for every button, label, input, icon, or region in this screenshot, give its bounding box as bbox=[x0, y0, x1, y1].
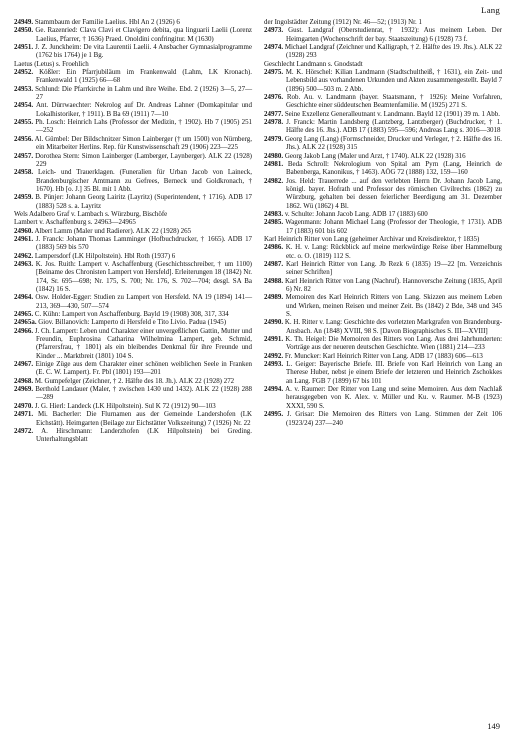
bibliography-entry bbox=[264, 18, 502, 26]
bibliography-entry bbox=[14, 427, 252, 444]
entry-number: 24974. bbox=[264, 43, 284, 52]
entry-number: 24987. bbox=[264, 259, 284, 268]
bibliography-entry bbox=[264, 352, 502, 360]
bibliography-entry bbox=[264, 260, 502, 277]
entry-text: Dorothea Stern: Simon Lainberger (Lamberger, Laynberger). ALK 22 (1928) 229 bbox=[35, 151, 252, 168]
bibliography-entry bbox=[264, 177, 502, 210]
entry-text: Gust. Landgraf (Oberstudienrat, † 1932): Aus meinem Leben. Der Heimgarten (Wochenschrift der bay. Staatszeitung) 6 (1928) 73 f. bbox=[286, 26, 502, 43]
entry-text: Fr. Muncker: Karl Heinrich Ritter von Lang. ADB 17 (1883) 606—613 bbox=[284, 351, 483, 360]
bibliography-entry bbox=[264, 360, 502, 385]
entry-number: 24965. bbox=[14, 310, 34, 319]
bibliography-entry bbox=[14, 218, 252, 226]
bibliography-entry bbox=[14, 18, 252, 26]
entry-text: Seine Exzellenz Generalleutnant v. Landmann. Bayld 12 (1901) 39 m. 1 Abb. bbox=[284, 109, 500, 118]
right-column bbox=[264, 18, 502, 427]
bibliography-entry bbox=[14, 152, 252, 169]
bibliography-entry bbox=[14, 235, 252, 252]
entry-text: Berthold Landauer (Maler, † zwischen 1430 und 1432). ALK 22 (1928) 288—289 bbox=[35, 385, 253, 402]
bibliography-entry bbox=[264, 93, 502, 110]
entry-text: v. Schulte: Johann Jacob Lang. ADB 17 (1883) 600 bbox=[284, 209, 428, 218]
entry-text: L. Geiger: Bayerische Briefe. III. Briefe von Karl Heinrich von Lang an Therese Huber, nebst je einem Briefe der letzteren und Heinrich Zschokkes an Lang. FGB 7 (1899) 67 bis 101 bbox=[286, 360, 502, 385]
bibliography-entry bbox=[14, 210, 252, 218]
entry-text: Laetus (Letus) s. Froehlich bbox=[14, 59, 89, 68]
entry-number: 24973. bbox=[264, 26, 284, 35]
entry-text: J. G. Hierl: Landeck (LK Hilpoltstein). Sul K 72 (1912) 90—103 bbox=[34, 401, 216, 410]
entry-text: Lambert v. Aschaffenburg s. 24963—24965 bbox=[14, 218, 136, 227]
bibliography-entry bbox=[14, 101, 252, 118]
entry-text: B. Pünjer: Johann Georg Lairitz (Layritz) (Superintendent, † 1716). ADB 17 (1883) 528 s. a. Layritz bbox=[35, 193, 253, 210]
bibliography-entry bbox=[14, 193, 252, 210]
bibliography-entry bbox=[14, 26, 252, 43]
bibliography-entry bbox=[264, 318, 502, 335]
entry-text: Einige Züge aus dem Charakter einer schönen weiblichen Seele in Franken (E. C. W. Lampert). Fr. Pbl (1801) 193—201 bbox=[35, 360, 253, 377]
bibliography-entry bbox=[264, 68, 502, 93]
entry-text: J. Z. Junckheim: De vita Laurentii Laelii. 4 Ansbacher Gymnasialprogramme (1762 bis 1764) je 1 Bg. bbox=[35, 43, 252, 60]
bibliography-entry bbox=[264, 118, 502, 135]
entry-number: 24975. bbox=[264, 68, 284, 77]
entry-text: Karl Heinrich Ritter von Lang. Jb Rezk 6 (1835) 19—22 [m. Verzeichnis seiner Schriften] bbox=[286, 259, 502, 277]
entry-number: 24967. bbox=[14, 360, 34, 369]
bibliography-entry bbox=[14, 385, 252, 402]
entry-text: A. v. Raumer: Der Ritter von Lang und seine Memoiren. Aus dem Nachlaß herausgegeben von K. Alex. v. Müller und Ku. v. Raumer. M-B (1923) XXXI, 590 S. bbox=[285, 385, 502, 410]
entry-text: M. Gumpefelger (Zeichner, † 2. Hälfte des 18. Jh.). ALK 22 (1928) 272 bbox=[34, 376, 235, 385]
left-column bbox=[14, 18, 252, 444]
bibliography-entry bbox=[264, 135, 502, 152]
bibliography-entry bbox=[14, 318, 252, 326]
entry-text: Ant. Dürrwaechter: Nekrolog auf Dr. Andreas Lahner (Domkapitular und Lokalhistoriker, † 1911). B Ba 69 (1911) 7—10 bbox=[36, 101, 252, 118]
entry-text: K. Th. Heigel: Die Memoiren des Ritters von Lang. Aus drei Jahrhunderten: Vorträge aus der neueren deutschen Geschichte. Wien (1881) 214—233 bbox=[285, 335, 503, 352]
entry-text: Lampersdorf (LK Hilpoltstein). Hbl Roth (1937) 6 bbox=[34, 251, 176, 260]
entry-number: 24951. bbox=[14, 43, 34, 52]
bibliography-entry bbox=[264, 410, 502, 427]
bibliography-entry bbox=[14, 360, 252, 377]
bibliography-entry bbox=[14, 402, 252, 410]
entry-text: Mi. Bacherler: Die Flurnamen aus der Gemeinde Landershofen (LK Eichstätt). Heimgarten (Beilage zur Eichstätter Volkszeitung) 7 (1926) Nr. 22 bbox=[36, 410, 253, 427]
entry-number: 24952. bbox=[14, 68, 34, 77]
entry-number: 24982. bbox=[264, 176, 284, 185]
entry-number: 24953. bbox=[14, 84, 34, 93]
entry-text: Al. Gümbel: Der Bildschnitzer Simon Lainberger († um 1500) von Nürnberg, ein Mitarbeiter Herlins. Rep. für Kunstwissenschaft 29 (1906) 223—225 bbox=[34, 134, 252, 152]
bibliography-entry bbox=[264, 152, 502, 160]
bibliography-entry bbox=[264, 243, 502, 260]
bibliography-entry bbox=[14, 227, 252, 235]
entry-number: 24956. bbox=[14, 134, 34, 143]
bibliography-entry bbox=[14, 260, 252, 293]
bibliography-entry bbox=[264, 218, 502, 235]
bibliography-entry bbox=[264, 60, 502, 68]
entry-number: 24954. bbox=[14, 101, 34, 110]
entry-text: Kößler: Ein Pfarrjubiläum im Frankenwald (Lahm, LK Kronach). Frankenwald 1 (1925) 66—68 bbox=[36, 68, 252, 85]
bibliography-entry bbox=[14, 135, 252, 152]
entry-number: 24970. bbox=[14, 401, 34, 410]
entry-number: 24983. bbox=[264, 209, 284, 218]
entry-number: 24971. bbox=[14, 410, 34, 419]
entry-number: 24972. bbox=[14, 426, 34, 435]
entry-number: 24959. bbox=[14, 193, 34, 202]
entry-text: Beda Schroll: Nekrologium von Spital am Pyrn (Lang, Heinrich de Babenberga, Kanonikus, † 1463). AÖG 72 (1888) 132, 159—160 bbox=[286, 159, 502, 177]
entry-number: 24957. bbox=[14, 151, 34, 160]
bibliography-entry bbox=[14, 60, 252, 68]
bibliography-entry bbox=[264, 43, 502, 60]
bibliography-entry bbox=[14, 68, 252, 85]
entry-number: 24993. bbox=[264, 360, 284, 369]
entry-number: 24955. bbox=[14, 118, 34, 127]
entry-text: Leich- und Trauerklagen. (Funeralien für Urban Jacob von Laineck, Brandenburgischer Amtmann zu Gefrees, Berneck und Goldkronach, † 1670). Hb [o. J.] 35 Bl. mit 1 Abb. bbox=[36, 168, 253, 193]
entry-number: 24986. bbox=[264, 243, 284, 252]
entry-number: 24963. bbox=[14, 259, 34, 268]
page-number: 149 bbox=[487, 721, 500, 731]
entry-number: 24965a. bbox=[14, 318, 37, 327]
entry-number: 24969. bbox=[14, 385, 34, 394]
entry-text: Michael Landgraf (Zeichner und Kalligraph, † 2. Hälfte des 19. Jhs.). ALK 22 (1928) 293 bbox=[284, 43, 503, 60]
entry-text: A. Hirschmann: Landerzhofen (LK Hilpoltstein) bei Greding. Unterhaltungsblatt bbox=[36, 426, 252, 444]
entry-text: Georg Jakob Lang (Maler und Arzt, † 1740). ALK 22 (1928) 316 bbox=[284, 151, 466, 160]
entry-number: 24994. bbox=[264, 385, 284, 394]
entry-text: Wagenmann: Johann Michael Lang (Professor der Theologie, † 1731). ADB 17 (1883) 601 bis 602 bbox=[285, 218, 503, 235]
entry-number: 24968. bbox=[14, 376, 34, 385]
bibliography-entry bbox=[264, 160, 502, 177]
entry-text: der Ingolstädter Zeitung (1912) Nr. 46—52; (1913) Nr. 1 bbox=[264, 18, 422, 26]
entry-number: 24990. bbox=[264, 318, 284, 327]
bibliography-entry bbox=[264, 335, 502, 352]
entry-text: J. Franck: Johann Thomas Lamminger (Hofbuchdrucker, † 1665). ADB 17 (1883) 569 bis 570 bbox=[35, 234, 253, 252]
entry-number: 24976. bbox=[264, 93, 284, 102]
entry-text: Jos. Held: Trauerrede ... auf den verlebten Herrn Dr. Johann Jacob Lang, königl. bayer. Hofrath und Professor des römischen Civilrechts (1862) zu Würzburg, gehalten bei dessen feierlicher Beerdigung am 31. Dezember 1862. Wü (1862) 4 Bl. bbox=[286, 176, 503, 210]
entry-text: Memoiren des Karl Heinrich Ritters von Lang. Skizzen aus meinem Leben und Wirken, meinen Reisen und meiner Zeit. Bs (1842) 2 Bde, 348 und 345 S. bbox=[285, 293, 503, 319]
entry-number: 24995. bbox=[264, 410, 284, 419]
entry-text: Geschlecht Landmann s. Gnodstadt bbox=[264, 59, 363, 68]
entry-text: Ph. Losch: Heinrich Lahs (Professor der Medizin, † 1902). Hb 7 (1905) 251—252 bbox=[35, 118, 253, 135]
entry-number: 24977. bbox=[264, 109, 284, 118]
bibliography-entry bbox=[264, 26, 502, 43]
entry-number: 24979. bbox=[264, 134, 284, 143]
entry-number: 24961. bbox=[14, 234, 34, 243]
entry-text: Osw. Holder-Egger: Studien zu Lampert von Hersfeld. NA 19 (1894) 141—213, 369—430, 507—574 bbox=[35, 293, 253, 310]
bibliography-entry bbox=[264, 277, 502, 294]
entry-text: J. Grisar: Die Memoiren des Ritters von Lang. Stimmen der Zeit 106 (1923/24) 237—240 bbox=[286, 410, 502, 427]
entry-text: Giov. Billanovich: Lamperto di Hersfeld e Tito Livio. Padua (1945) bbox=[38, 318, 227, 327]
entry-number: 24958. bbox=[14, 168, 34, 177]
entry-number: 24980. bbox=[264, 151, 284, 160]
entry-number: 24960. bbox=[14, 226, 34, 235]
entry-text: Albert Lamm (Maler und Radierer). ALK 22 (1928) 265 bbox=[34, 226, 192, 235]
entry-text: K. H. v. Lang: Rückblick auf meine merkwürdige Reise über Hammelburg etc. o. O. (1819) 112 S. bbox=[285, 243, 502, 260]
entry-text: Georg Lang (Lang) (Formschneider, Drucker und Verleger, † 2. Hälfte des 16. Jhs.). ALK 22 (1928) 315 bbox=[284, 134, 503, 152]
bibliography-entry bbox=[14, 168, 252, 193]
entry-number: 24991. bbox=[264, 335, 284, 344]
entry-text: M. K. Hörschel: Kilian Landmann (Stadtschultheiß, † 1631), ein Zeit- und Lebensbild aus vorhandenen Urkunden und Akten zusammengestellt. Bayld 7 (1896) 500—503 m. 2 Abb. bbox=[285, 68, 503, 93]
bibliography-entry bbox=[14, 43, 252, 60]
entry-number: 24981. bbox=[264, 159, 284, 168]
entry-text: Stammbaum der Familie Laelius. Hbl An 2 (1926) 6 bbox=[34, 18, 180, 26]
bibliography-entry bbox=[264, 110, 502, 118]
entry-text: Karl Heinrich Ritter von Lang (geheimer Archivar und Kreisdirektor, † 1835) bbox=[264, 234, 480, 243]
entry-text: Rob. Au. v. Landmann (bayer. Staatsmann, † 1926): Meine Vorfahren, Geschichte einer süddeutschen Beamtenfamilie. M (1925) 271 S. bbox=[286, 93, 503, 110]
entry-text: Wels Adalbero Graf v. Lambach s. Würzburg, Bischöfe bbox=[14, 209, 168, 218]
entry-number: 24978. bbox=[264, 118, 284, 127]
bibliography-entry bbox=[14, 293, 252, 310]
bibliography-entry bbox=[264, 235, 502, 243]
bibliography-entry bbox=[14, 252, 252, 260]
entry-number: 24962. bbox=[14, 251, 34, 260]
running-head: Lang bbox=[481, 5, 500, 15]
entry-number: 24988. bbox=[264, 276, 284, 285]
bibliography-entry bbox=[264, 385, 502, 410]
entry-number: 24985. bbox=[264, 218, 284, 227]
entry-text: Karl Heinrich Ritter von Lang (Nachruf). Hannoversche Zeitung (1835, April 6) Nr. 82 bbox=[285, 276, 503, 293]
entry-number: 24949. bbox=[14, 18, 34, 26]
entry-number: 24950. bbox=[14, 26, 34, 35]
bibliography-entry bbox=[14, 118, 252, 135]
bibliography-entry bbox=[14, 310, 252, 318]
bibliography-entry bbox=[264, 210, 502, 218]
entry-text: C. Kühn: Lampert von Aschaffenburg. Bayld 19 (1908) 308, 317, 334 bbox=[34, 310, 229, 319]
bibliography-entry bbox=[14, 327, 252, 360]
entry-number: 24966. bbox=[14, 326, 34, 335]
bibliography-entry bbox=[14, 410, 252, 427]
entry-text: J. Ch. Lampert: Leben und Charakter einer unvergeßlichen Gattin, Mutter und Freundin, Euphrosina Catharina Wilhelmina Lampert, geb. Schmid, (Pfarrersfrau, † 1801) als ein bleibendes Denkmal für ihre Freunde und Kinder ... Marktbreit (1801) 104 S. bbox=[34, 326, 253, 360]
entry-number: 24992. bbox=[264, 351, 284, 360]
entry-text: J. Franck: Martin Landsberg (Lantzberg, Lantzberger) (Buchdrucker, † 1. Hälfte des 16. Jhs.). ADB 17 (1883) 595—596; Andreas Lang s. 3016—3018 bbox=[286, 118, 503, 135]
entry-number: 24989. bbox=[264, 293, 284, 302]
bibliography-entry bbox=[14, 377, 252, 385]
entry-text: Ge. Razenried: Clava Clavi et Clavigero debita, qua linguarii Laelii (Lorenz Laelius, Pfarrer, † 1636) Praed. Onoldini confringitur. M (1630) bbox=[35, 26, 253, 43]
entry-text: Schlund: Die Pfarrkirche in Lahm und ihre Weihe. Ebd. 2 (1926) 3—5, 27—27 bbox=[35, 84, 253, 102]
bibliography-entry bbox=[264, 293, 502, 318]
entry-text: K. Jos. Ruith: Lampert v. Aschaffenburg (Geschichtsschreiber, † um 1100) [Beiname des Chronisten Lampert von Hersfeld]. Erleiterungen 18 (1842) Nr. 174, Sr. 695—698; Nr. 175, S. 700; Nr. 176, S. 702—704; desgl. SA Ba (1842) 16 S. bbox=[35, 259, 252, 293]
entry-text: K. H. Ritter v. Lang: Geschichte des vorletzten Markgrafen von Brandenburg-Ansbach. An (1848) XVIII, 98 S. [Davon Biographisches S. III—XVIII] bbox=[284, 318, 503, 335]
entry-number: 24964. bbox=[14, 293, 34, 302]
bibliography-entry bbox=[14, 85, 252, 102]
